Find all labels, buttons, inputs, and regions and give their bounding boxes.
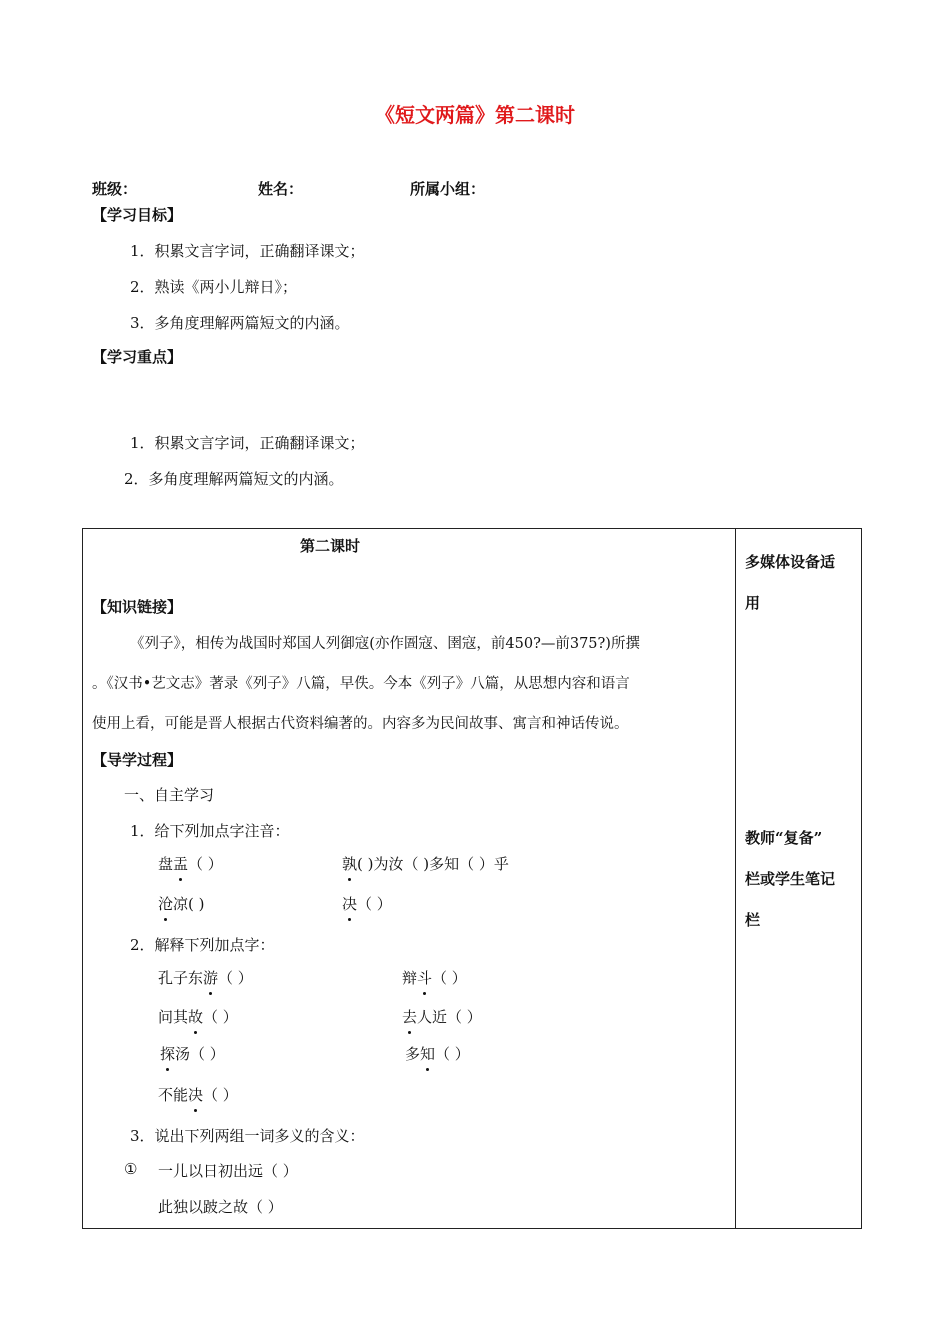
- question-3-number: ①: [124, 1160, 138, 1178]
- side-note-notes-line-3: 栏: [745, 911, 761, 929]
- side-note-notes-line-2: 栏或学生笔记: [745, 870, 836, 888]
- key-points-heading: 【学习重点】: [92, 348, 183, 366]
- question-1-item-d: 决（ ）: [342, 895, 392, 913]
- group-label: 所属小组：: [410, 180, 486, 198]
- dotted-char: 去: [402, 1008, 418, 1026]
- question-2-item-d: 去人近（ ）: [402, 1008, 482, 1026]
- objective-item-3: 3．多角度理解两篇短文的内涵。: [130, 314, 350, 332]
- knowledge-line-2: 。《汉书•艺文志》著录《列子》八篇，早佚。今本《列子》八篇，从思想内容和语言: [92, 676, 630, 692]
- question-1-item-c: 沧凉( ): [158, 895, 205, 913]
- knowledge-line-1: 《列子》，相传为战国时郑国人列御寇(亦作圄寇、圉寇，前450?—前375?)所撰: [130, 636, 640, 652]
- dotted-char: 游: [203, 969, 219, 987]
- table-column-divider: [735, 528, 736, 1229]
- dotted-char: 孰: [342, 855, 358, 873]
- objective-item-2: 2．熟读《两小儿辩日》；: [130, 278, 298, 296]
- dotted-char: 盂: [173, 855, 189, 873]
- question-2-item-g: 不能决（ ）: [158, 1086, 238, 1104]
- dotted-char: 故: [188, 1008, 204, 1026]
- guide-heading: 【导学过程】: [92, 751, 183, 769]
- question-1-item-a: 盘盂（ ）: [158, 855, 223, 873]
- objectives-heading: 【学习目标】: [92, 206, 183, 224]
- side-note-notes-line-1: 教师“复备”: [745, 829, 823, 847]
- section-self-study: 一、自主学习: [124, 786, 215, 804]
- objective-item-1: 1．积累文言字词，正确翻译课文；: [130, 242, 365, 260]
- question-2-item-e: 探汤（ ）: [160, 1045, 225, 1063]
- key-point-item-2: 2．多角度理解两篇短文的内涵。: [124, 470, 344, 488]
- question-2-item-f: 多知（ ）: [405, 1045, 470, 1063]
- side-note-media-line-1: 多媒体设备适: [745, 553, 836, 571]
- question-2-item-c: 问其故（ ）: [158, 1008, 238, 1026]
- lesson-title: 第二课时: [300, 537, 361, 555]
- question-1-item-b: 孰( )为汝（ )多知（ ）乎: [342, 855, 509, 873]
- dotted-char: 沧: [158, 895, 174, 913]
- question-3-item-b: 此独以跛之故（ ）: [158, 1198, 283, 1216]
- question-3-label: 3．说出下列两组一词多义的含义：: [130, 1127, 365, 1145]
- dotted-char: 决: [342, 895, 358, 913]
- dotted-char: 探: [160, 1045, 176, 1063]
- question-2-item-a: 孔子东游（ ）: [158, 969, 253, 987]
- key-point-item-1: 1．积累文言字词，正确翻译课文；: [130, 434, 365, 452]
- question-3-item-a: 一儿以日初出远（ ）: [158, 1162, 298, 1180]
- knowledge-heading: 【知识链接】: [92, 598, 183, 616]
- page-title: 《短文两篇》第二课时: [375, 103, 575, 127]
- knowledge-line-3: 使用上看，可能是晋人根据古代资料编著的。内容多为民间故事、寓言和神话传说。: [92, 716, 629, 732]
- dotted-char: 决: [188, 1086, 204, 1104]
- dotted-char: 知: [420, 1045, 436, 1063]
- question-1-label: 1．给下列加点字注音：: [130, 822, 290, 840]
- question-2-item-b: 辩斗（ ）: [402, 969, 467, 987]
- name-label: 姓名：: [258, 180, 304, 198]
- side-note-media-line-2: 用: [745, 594, 761, 612]
- class-label: 班级：: [92, 180, 138, 198]
- dotted-char: 斗: [417, 969, 433, 987]
- question-2-label: 2．解释下列加点字：: [130, 936, 275, 954]
